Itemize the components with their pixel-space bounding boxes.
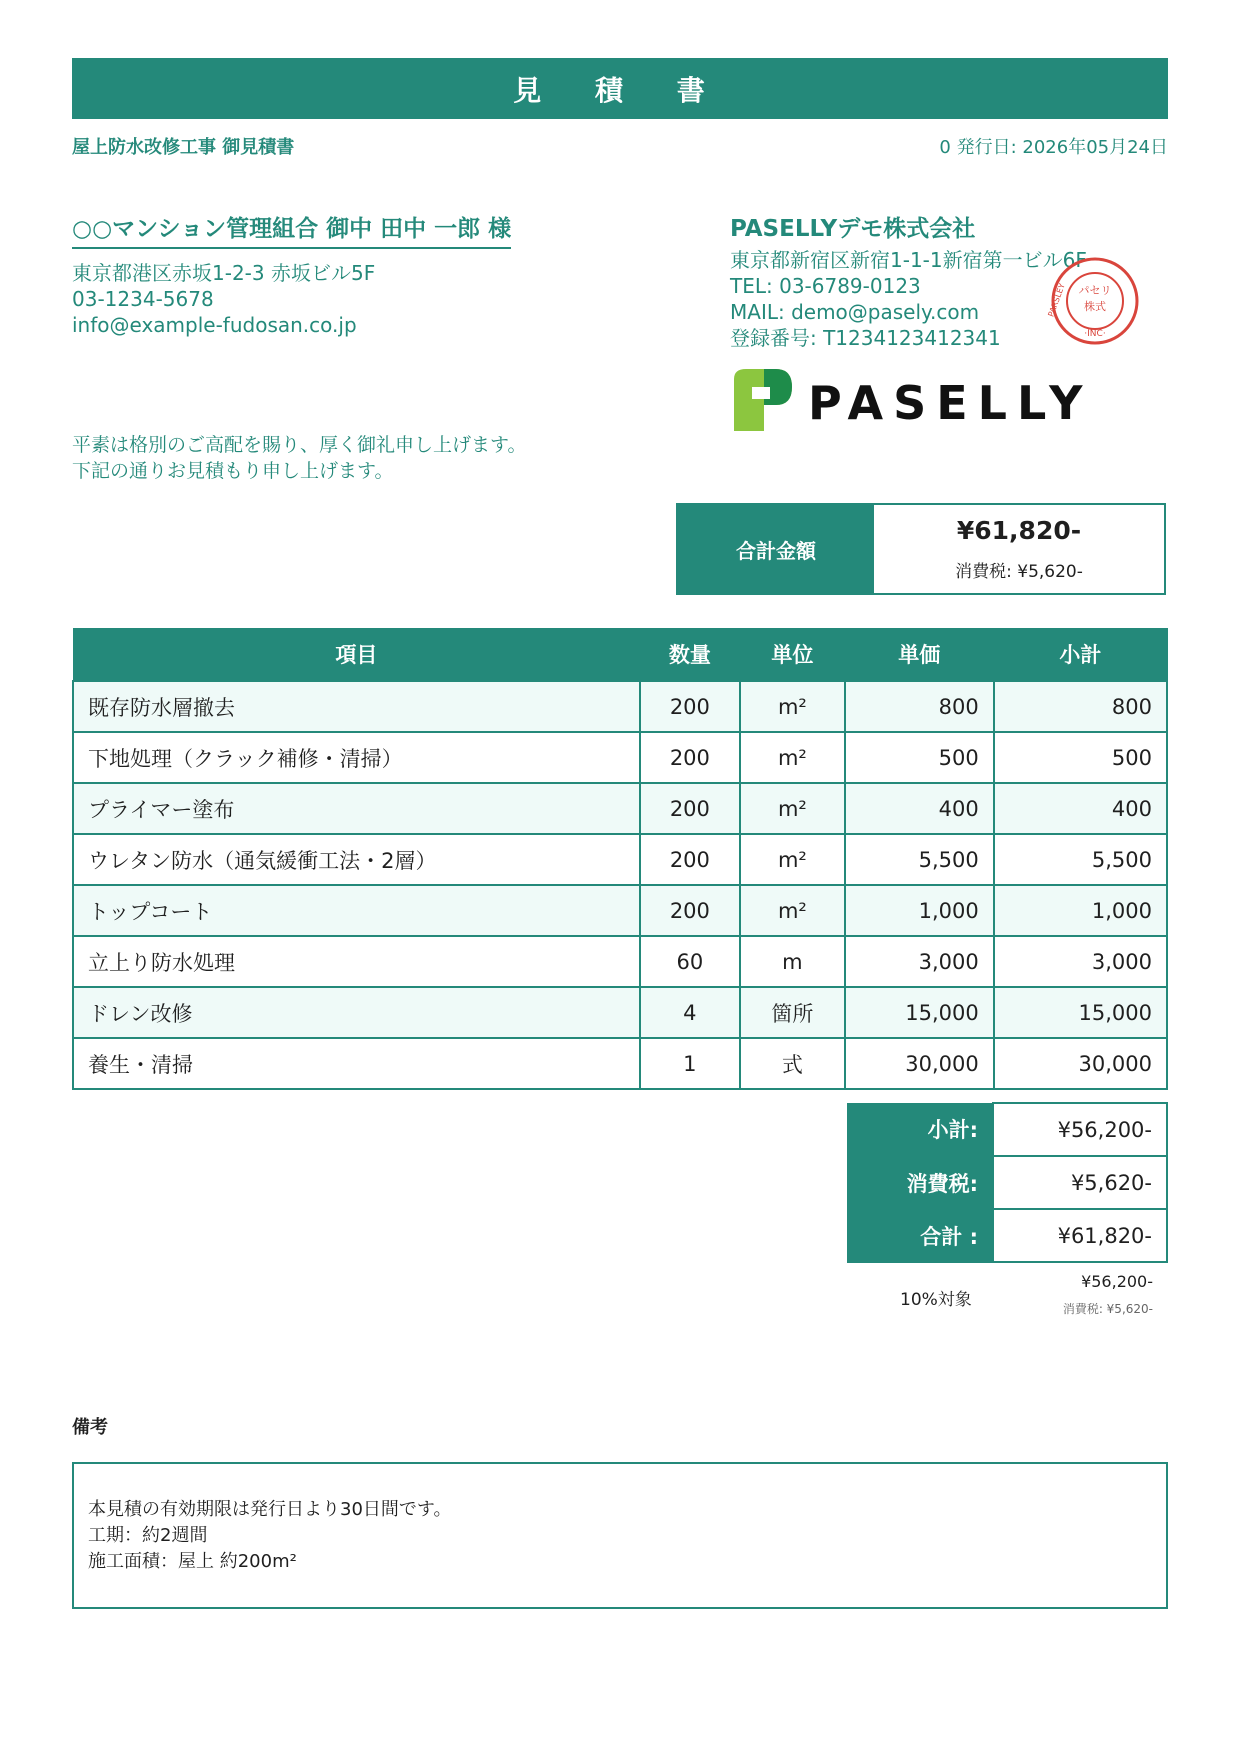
item-name: ウレタン防水（通気緩衝工法・2層） (73, 834, 640, 885)
col-subtotal: 小計 (994, 628, 1167, 681)
table-row (73, 936, 1167, 987)
client-address: 東京都港区赤坂1-2-3 赤坂ビル5F (72, 261, 376, 285)
summary-row (847, 1156, 1167, 1209)
client-info (72, 260, 375, 338)
item-unit: m² (740, 783, 845, 834)
col-unit-price: 単価 (845, 628, 994, 681)
table-row (73, 885, 1167, 936)
estimate-items-table (72, 628, 1168, 1090)
subject: 屋上防水改修工事 御見積書 (72, 137, 295, 158)
tax-target-base: ¥56,200- (1081, 1272, 1153, 1291)
notes-label: 備考 (72, 1417, 108, 1438)
item-subtotal: 5,500 (994, 834, 1167, 885)
total-label: 合計 : (847, 1209, 993, 1262)
col-item: 項目 (73, 628, 640, 681)
item-unit: 式 (740, 1038, 845, 1089)
subtotal-label: 小計: (847, 1103, 993, 1156)
item-unit: m² (740, 885, 845, 936)
table-row (73, 834, 1167, 885)
item-name: プライマー塗布 (73, 783, 640, 834)
subtotal-value: ¥56,200- (993, 1103, 1167, 1156)
item-subtotal: 1,000 (994, 885, 1167, 936)
document-title: 見 積 書 (72, 58, 1168, 119)
item-unit: m² (740, 834, 845, 885)
col-quantity: 数量 (640, 628, 740, 681)
company-name: PASELLYデモ株式会社 (730, 216, 976, 242)
logo-wordmark: PASELLY (808, 376, 1093, 430)
item-quantity: 200 (640, 732, 740, 783)
col-unit: 単位 (740, 628, 845, 681)
company-info (730, 247, 1087, 351)
notes-line: 施工面積：屋上 約200m² (88, 1551, 297, 1572)
table-row (73, 732, 1167, 783)
table-row (73, 681, 1167, 732)
tax-label: 消費税: (847, 1156, 993, 1209)
item-subtotal: 15,000 (994, 987, 1167, 1038)
svg-text:パセリ: パセリ (1078, 284, 1112, 297)
greeting-line: 平素は格別のご高配を賜り、厚く御礼申し上げます。 (72, 434, 527, 456)
summary-row (847, 1103, 1167, 1156)
client-name: ○○マンション管理組合 御中 田中 一郎 様 (72, 210, 511, 249)
summary-row (847, 1209, 1167, 1262)
notes-line: 工期：約2週間 (88, 1525, 208, 1546)
item-unit-price: 400 (845, 783, 994, 834)
item-name: 既存防水層撤去 (73, 681, 640, 732)
item-unit-price: 800 (845, 681, 994, 732)
item-subtotal: 400 (994, 783, 1167, 834)
svg-text:·INC·: ·INC· (1084, 329, 1106, 339)
item-unit: m (740, 936, 845, 987)
item-unit-price: 1,000 (845, 885, 994, 936)
item-unit: 箇所 (740, 987, 845, 1038)
item-name: 養生・清掃 (73, 1038, 640, 1089)
greeting-line: 下記の通りお見積もり申し上げます。 (72, 460, 394, 482)
item-quantity: 200 (640, 885, 740, 936)
grand-total-box (676, 503, 1166, 595)
company-tel: TEL: 03-6789-0123 (730, 274, 921, 298)
svg-text:PARSLEY: PARSLEY (1046, 282, 1067, 319)
tax-value: ¥5,620- (993, 1156, 1167, 1209)
company-registration: 登録番号: T1234123412341 (730, 326, 1001, 350)
company-seal-stamp (1047, 256, 1143, 346)
tax-target-tax: 消費税: ¥5,620- (1062, 1302, 1153, 1316)
greeting (72, 432, 526, 484)
item-quantity: 200 (640, 681, 740, 732)
item-quantity: 1 (640, 1038, 740, 1089)
item-quantity: 4 (640, 987, 740, 1038)
item-quantity: 60 (640, 936, 740, 987)
item-unit-price: 30,000 (845, 1038, 994, 1089)
item-quantity: 200 (640, 834, 740, 885)
item-unit: m² (740, 681, 845, 732)
item-unit-price: 15,000 (845, 987, 994, 1038)
table-row (73, 783, 1167, 834)
grand-total-tax: 消費税: ¥5,620- (955, 562, 1083, 582)
item-subtotal: 500 (994, 732, 1167, 783)
pasely-logo (730, 365, 1093, 437)
table-row (73, 987, 1167, 1038)
grand-total-label: 合計金額 (678, 505, 874, 593)
item-name: ドレン改修 (73, 987, 640, 1038)
grand-total-values (874, 505, 1164, 593)
company-address: 東京都新宿区新宿1-1-1新宿第一ビル6F (730, 248, 1087, 272)
item-unit: m² (740, 732, 845, 783)
item-unit-price: 3,000 (845, 936, 994, 987)
table-header-row (73, 628, 1167, 681)
summary-table (847, 1102, 1168, 1263)
item-subtotal: 3,000 (994, 936, 1167, 987)
notes-box (72, 1462, 1168, 1609)
total-value: ¥61,820- (993, 1209, 1167, 1262)
item-unit-price: 5,500 (845, 834, 994, 885)
item-subtotal: 30,000 (994, 1038, 1167, 1089)
notes-line: 本見積の有効期限は発行日より30日間です。 (88, 1499, 452, 1520)
company-mail: MAIL: demo@pasely.com (730, 300, 980, 324)
issue-date: 0 発行日: 2026年05月24日 (939, 137, 1168, 158)
svg-text:株式: 株式 (1084, 300, 1106, 313)
item-unit-price: 500 (845, 732, 994, 783)
tax-target-rate: 10%対象 (900, 1290, 972, 1310)
item-quantity: 200 (640, 783, 740, 834)
item-name: 下地処理（クラック補修・清掃） (73, 732, 640, 783)
client-email: info@example-fudosan.co.jp (72, 313, 357, 337)
client-tel: 03-1234-5678 (72, 287, 214, 311)
item-name: 立上り防水処理 (73, 936, 640, 987)
item-subtotal: 800 (994, 681, 1167, 732)
grand-total-amount: ¥61,820- (956, 516, 1082, 545)
table-row (73, 1038, 1167, 1089)
item-name: トップコート (73, 885, 640, 936)
